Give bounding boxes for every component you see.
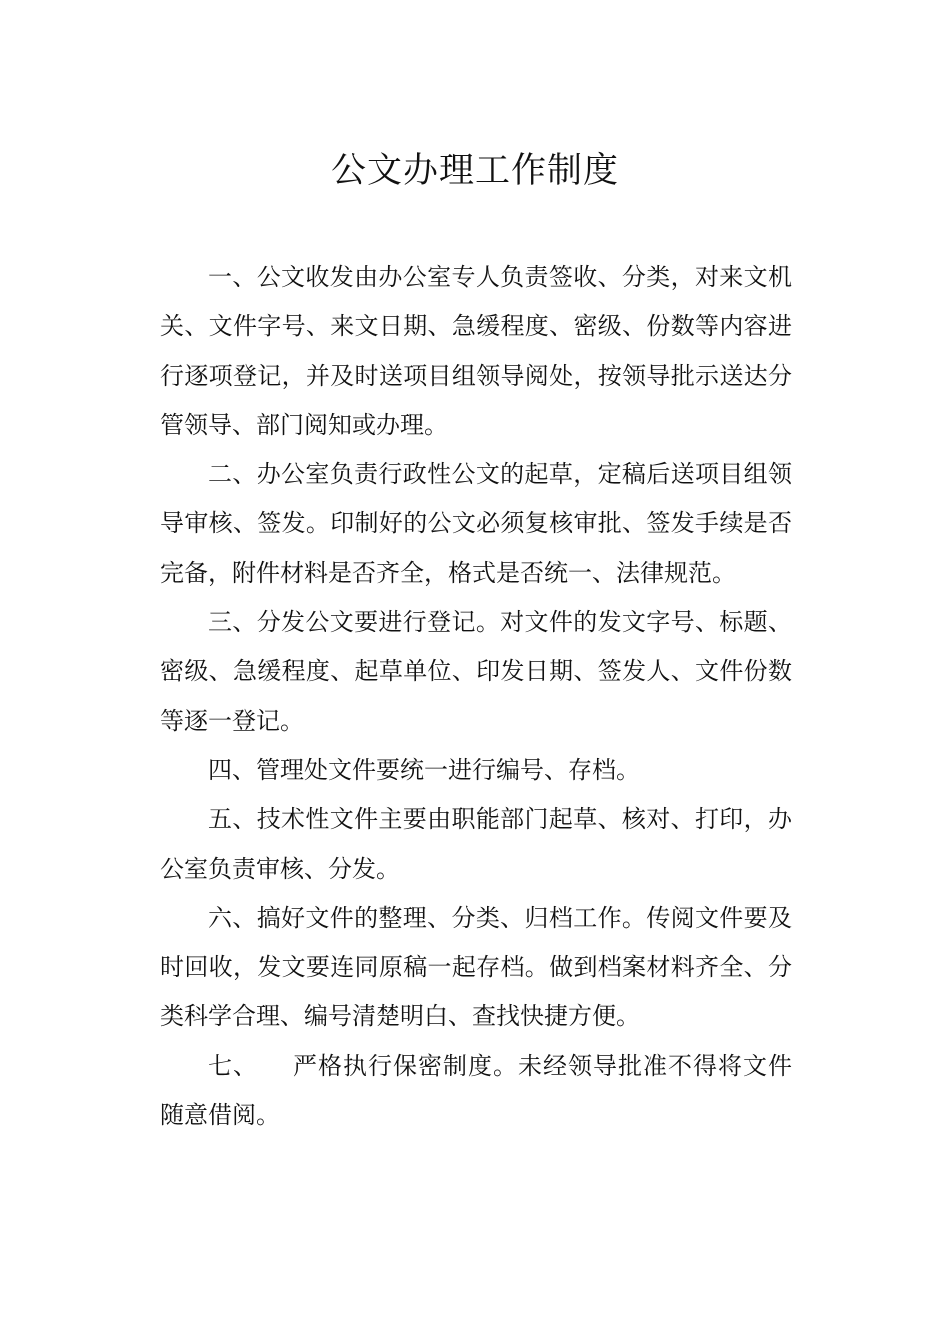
document-title: 公文办理工作制度 (330, 151, 619, 191)
paragraph-7 (160, 1042, 792, 1141)
paragraph-6: 六、搞好文件的整理、分类、归档工作。传阅文件要及时回收，发文要连同原稿一起存档。做到档案材料齐全、分类科学合理、编号清楚明白、查找快捷方便。 (160, 903, 792, 1031)
paragraph-7-text: 严格执行保密制度。未经领导批准不得将文件随意借阅。 (160, 1051, 792, 1130)
paragraph-2: 二、办公室负责行政性公文的起草，定稿后送项目组领导审核、签发。印制好的公文必须复核审批、签发手续是否完备，附件材料是否齐全，格式是否统一、法律规范。 (160, 460, 792, 587)
paragraph-7-number: 七、 (208, 1051, 258, 1080)
paragraph-1: 一、公文收发由办公室专人负责签收、分类，对来文机关、文件字号、来文日期、急缓程度、密级、份数等内容进行逐项登记，并及时送项目组领导阅处，按领导批示送达分管领导、部门阅知或办理。 (160, 263, 792, 439)
document-body (160, 253, 792, 1140)
paragraph-3: 三、分发公文要进行登记。对文件的发文字号、标题、密级、急缓程度、起草单位、印发日期、签发人、文件份数等逐一登记。 (160, 608, 792, 735)
paragraph-5: 五、技术性文件主要由职能部门起草、核对、打印，办公室负责审核、分发。 (160, 805, 792, 883)
paragraph-4: 四、管理处文件要统一进行编号、存档。 (208, 755, 640, 784)
